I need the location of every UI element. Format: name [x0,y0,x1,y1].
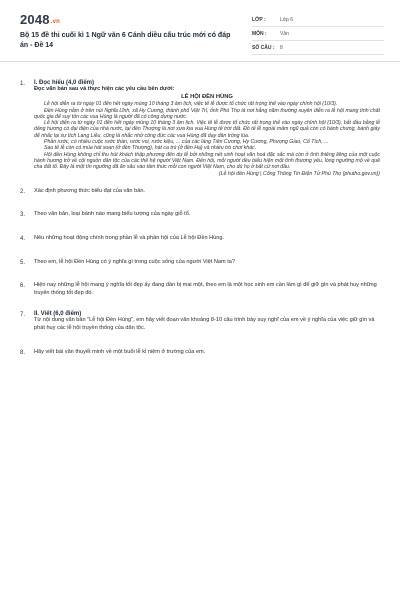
question-number: 1. [20,81,26,87]
passage-source: (Lễ hội đền Hùng | Cổng Thông Tin Điện Tử Phú Thọ (phutho.gov.vn)) [218,171,380,178]
logo-text: 2048 [20,12,50,27]
meta-key: MÔN : [252,30,267,37]
meta-row-subject [252,27,384,41]
instruction: Đọc văn bản sau và thực hiện các yêu cầu bên dưới: [34,86,175,92]
meta-row-count [252,41,384,55]
passage-paragraph: Lễ hội diễn ra từ ngày 01 đến hết ngày mùng 10 tháng 3 âm lịch. Việc tế lễ được tổ chức rất trọng thể vào ngày chính hội (10/3), bắt đầu bằng lễ dâng hương có đại diện của nhà nước, tại đền Thượng là nơi xưa kia vua Hùng tế trời đất. Đồ tế lễ ngoài mâm ngũ quả còn có bánh chưng, bánh giầy để nhắc lại sự tích Lang Liêu, cũng là nhắc nhở công đức các vua Hùng đã dạy dân trồng lúa. [34,120,380,139]
question-3 [20,211,380,219]
passage-title: LỄ HỘI ĐỀN HÙNG [181,94,233,101]
passage-paragraph: Phần rước, có nhiều cuộc rước thần, rước voi, rước kiệu, ... của các làng Tiên Cương, Hy Cương, Phượng Giao, Cổ Tích, ... [44,138,329,145]
passage-paragraph: Hội đền Hùng không chỉ thu hút khách thập phương đến dự lễ bởi những nét sinh hoạt văn hoá đặc sắc mà còn ở tình thiêng liêng của một cuộc hành hương trở về cội nguồn dân tộc của các thế hệ người Việt Nam. Đến hội, mỗi người đều biểu hiện một tình thương yêu, lòng ngưỡng mộ về quê cha đất tổ. Đây là một tín ngưỡng đã ăn sâu vào tâm thức mỗi con người Việt Nam, cho dù họ ở bất cứ nơi đâu. [34,151,380,171]
passage-paragraph: Sau tế lễ còn có múa hát xoan (ở đền Thượng), hát ca trù (ở đền Hạ) và nhiều trò chơi khác. [44,145,257,152]
question-5 [20,259,380,267]
meta-key: SỐ CÂU : [252,44,275,51]
site-logo[interactable] [20,12,60,27]
question-text: Hiện nay những lễ hội mang ý nghĩa tốt đẹp ấy đang dần bị mai một, theo em là một học sinh em cần làm gì để giữ gìn và phát huy những truyền thống tốt đẹp đó. [34,282,377,296]
question-text: Từ nội dung văn bản "Lễ hội Đền Hùng", em hãy viết đoạn văn khoảng 8-10 câu trình bày suy nghĩ của em về ý nghĩa của việc giữ gìn và phát huy các lễ hội truyền thống của dân tộc. [34,317,375,331]
question-number: 3. [20,212,26,219]
question-7 [20,311,380,332]
question-number: 8. [20,349,26,356]
meta-key: LỚP : [252,16,266,23]
question-text: Theo em, lễ hội Đền Hùng có ý nghĩa gì trong cuộc sống của người Việt Nam ta? [34,258,236,265]
question-number: 6. [20,283,26,290]
meta-value: Lớp 6 [280,16,294,23]
passage-paragraph: Đền Hùng nằm ở trên núi Nghĩa Lĩnh, xã Hy Cương, thành phố Việt Trì, tỉnh Phú Thọ là nơi hằng năm thường xuyên diễn ra lễ hội mang tính chất quốc gia để suy tôn các vua Hùng là người đã có công dựng nước. [34,107,380,120]
question-body [34,311,380,332]
question-body [34,80,380,178]
question-2 [20,188,380,196]
question-number: 5. [20,259,26,266]
question-list [20,80,380,356]
meta-value: Văn [280,30,289,37]
passage-paragraph: Lễ hội diễn ra từ ngày 01 đến hết ngày mùng 10 tháng 3 âm lịch, việc tế lễ được tổ chức rất trọng thể vào ngày chính hội (10/3). [44,101,338,108]
passage [34,101,380,178]
question-text: Hãy viết bài văn thuyết minh về một buổi lễ kỉ niệm ở trường của em. [34,348,206,355]
question-4 [20,235,380,243]
section-heading: I. Đọc hiểu (4,0 điểm) [34,80,95,86]
question-8 [20,349,380,357]
page-title: Bộ 15 đề thi cuối kì 1 Ngữ văn 6 Cánh diều cấu trúc mới có đáp án - Đề 14 [20,32,231,49]
logo-suffix: .vn [50,19,61,25]
meta-value: 8 [280,44,283,51]
question-text: Xác định phương thức biểu đạt của văn bản. [34,187,145,194]
question-number: 7. [20,312,26,319]
question-number: 2. [20,188,26,195]
header [0,0,400,62]
meta-table [252,13,384,55]
question-number: 4. [20,235,26,242]
meta-row-class [252,13,384,27]
section-heading: II. Viết (6,0 điểm) [34,311,82,318]
question-1 [20,80,380,178]
question-text: Theo văn bản, loại bánh nào mang biểu tượng của ngày giỗ tổ. [34,211,191,218]
question-text: Nêu những hoạt động chính trong phần lễ và phần hội của Lễ hội Đền Hùng. [34,234,225,241]
question-6 [20,282,380,297]
